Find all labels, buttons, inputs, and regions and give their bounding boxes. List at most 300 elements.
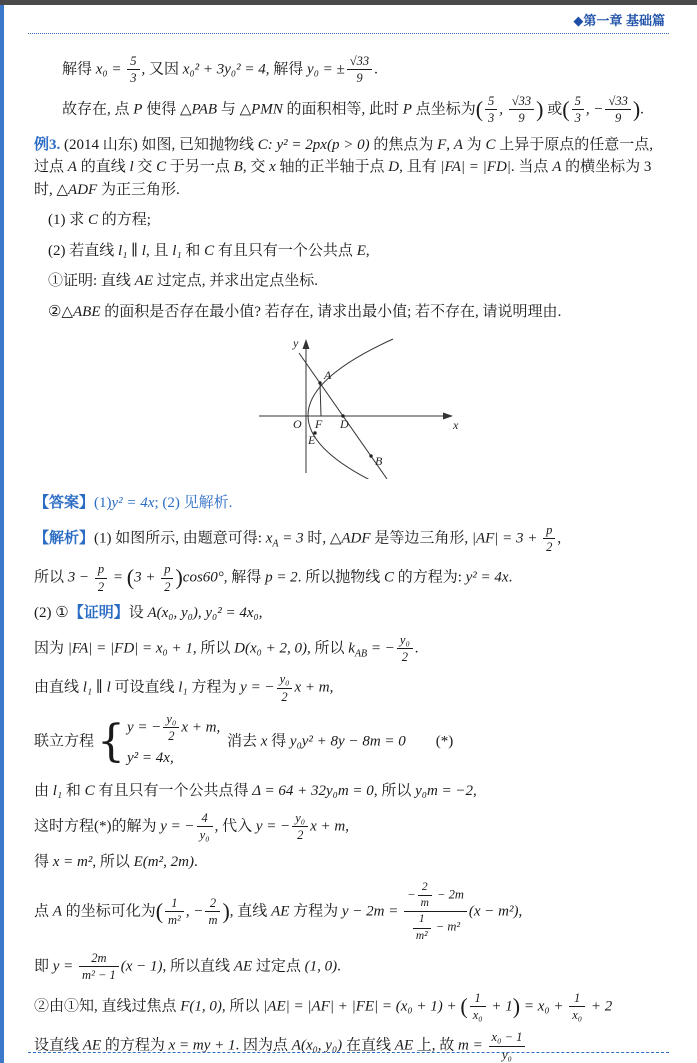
text-segment: C — [84, 783, 95, 800]
text-segment: 即 — [34, 958, 53, 975]
text-segment: E — [356, 242, 366, 259]
text-segment: x₀ − 1 — [491, 1030, 523, 1045]
text-segment: √33 — [608, 93, 628, 108]
text-segment: |AE| = |AF| + |FE| = (x₀ + 1) + — [263, 997, 461, 1014]
text-segment: y₀ — [399, 632, 410, 647]
text-segment: 为 — [462, 136, 486, 153]
point-B-dot — [369, 454, 372, 457]
chapter-header — [0, 10, 697, 29]
text-segment: ( — [562, 96, 570, 122]
text-segment: (1) — [94, 495, 112, 511]
text-segment: 和 — [181, 242, 205, 259]
text-segment: AE — [271, 903, 290, 920]
text-segment: 上, 故 — [413, 1037, 459, 1054]
text-segment: 2 — [297, 828, 304, 843]
text-segment: ) — [536, 96, 544, 122]
text-segment: y² = 4x — [465, 569, 509, 586]
text-segment: 3 — [488, 111, 495, 126]
point-A-dot — [318, 381, 321, 384]
prev-solution-line-1 — [62, 54, 667, 86]
text-segment: 使得 — [142, 101, 180, 118]
text-segment: , 所以 — [92, 853, 134, 870]
text-segment: 有且只有一个公共点 — [214, 242, 357, 259]
subscript: AB — [354, 647, 368, 659]
text-segment: 2 — [97, 579, 105, 594]
analysis-line-2 — [34, 562, 667, 594]
content-before-figure — [34, 54, 667, 323]
text-segment: m² — [415, 929, 428, 942]
text-segment: , 解得 — [265, 61, 308, 78]
text-segment: 5 — [574, 93, 581, 108]
text-segment: D(x₀ + 2, 0) — [234, 639, 307, 656]
text-segment: 2 — [546, 539, 553, 554]
question-1 — [48, 209, 667, 232]
fraction — [95, 562, 107, 594]
text-segment: , 且有 — [399, 159, 441, 175]
text-segment: E(m², 2m) — [133, 853, 194, 870]
text-segment: C — [383, 569, 394, 586]
text-segment: . — [414, 639, 419, 656]
text-segment: ( — [155, 898, 164, 924]
text-segment: , — [345, 818, 350, 835]
label-y: y — [292, 336, 298, 350]
text-segment: = x₀ + — [520, 997, 568, 1014]
text-segment: y₀ — [501, 1047, 512, 1062]
text-segment: 的焦点为 — [369, 136, 438, 153]
text-segment: AE — [233, 958, 253, 975]
text-segment: , — [365, 242, 370, 259]
text-segment: , 交 — [242, 159, 270, 175]
text-segment: m — [420, 897, 429, 910]
fraction — [485, 94, 497, 126]
text-segment: y² = 4x — [111, 495, 155, 511]
text-segment: 联立方程 — [34, 733, 95, 750]
text-segment: 3 + — [134, 569, 160, 586]
text-segment: 的直线 — [76, 159, 130, 175]
text-segment: C — [204, 242, 215, 259]
text-segment: 点坐标为 — [411, 101, 476, 118]
text-segment: . 所以抛物线 — [297, 569, 384, 586]
text-segment: 在直线 — [342, 1037, 395, 1054]
text-segment: A — [52, 903, 62, 920]
text-segment: (1) 如图所示, 由题意可得: — [94, 529, 266, 546]
label-O: O — [292, 417, 302, 431]
text-segment: , 解得 — [223, 569, 266, 586]
text-segment: x + m — [294, 679, 330, 696]
text-segment: (*) — [405, 733, 454, 750]
text-segment: △ABE — [61, 303, 101, 320]
text-segment: y = − — [160, 818, 195, 835]
analysis-line-13 — [34, 1030, 667, 1062]
text-segment: ② — [48, 303, 62, 320]
text-segment: . — [640, 101, 644, 118]
text-segment: x + m — [310, 818, 346, 835]
text-segment: , — [197, 605, 206, 621]
text-segment: ) — [222, 898, 230, 924]
text-segment: y₀ — [199, 828, 210, 843]
text-segment: 3 — [574, 111, 581, 126]
text-segment: x — [269, 159, 276, 175]
text-segment: 的方程为 — [101, 1037, 169, 1054]
text-segment: 【解析】 — [34, 529, 95, 546]
text-segment: . — [337, 958, 341, 975]
text-segment: A(x₀, y₀) — [147, 605, 198, 621]
text-segment: y₀y² + 8y − 8m = 0 — [289, 733, 406, 750]
text-segment: 的面积相等, 此时 — [282, 101, 403, 118]
text-segment: AE — [82, 1037, 102, 1054]
text-segment: 的方程为: — [393, 569, 466, 586]
fraction — [277, 672, 293, 704]
text-segment: 1 — [574, 990, 581, 1005]
text-segment: A — [67, 159, 77, 175]
text-segment: 这时方程(*)的解为 — [34, 818, 161, 835]
fraction — [470, 991, 486, 1023]
text-segment: x = my + 1 — [168, 1037, 236, 1054]
text-segment: 例3. — [34, 136, 61, 153]
text-segment: 为正三角形. — [97, 181, 180, 198]
fraction — [418, 881, 432, 910]
analysis-line-7 — [34, 780, 667, 803]
text-segment: (x − m²) — [468, 903, 519, 920]
text-segment: , — [557, 529, 562, 546]
text-segment: m = — [458, 1037, 487, 1054]
text-segment: P — [402, 101, 412, 118]
text-segment: ; (2) 见解析. — [154, 495, 233, 511]
text-segment: F(1, 0) — [180, 997, 222, 1014]
text-segment: 1 — [171, 896, 178, 911]
text-segment: C: y² = 2px(p > 0) — [257, 136, 370, 153]
fraction — [605, 94, 630, 126]
text-segment: |FA| = |FD| = x₀ + 1 — [67, 639, 193, 656]
text-segment: l₁ — [178, 679, 188, 696]
fraction — [413, 913, 431, 942]
text-segment: m² − 1 — [82, 968, 116, 983]
text-segment: = − — [367, 639, 395, 656]
analysis-line-9 — [34, 851, 667, 874]
text-segment: B — [233, 159, 243, 175]
fraction — [197, 811, 213, 843]
text-segment: l — [129, 159, 134, 175]
chapter-header-text: ◆第一章 基础篇 — [573, 13, 665, 28]
text-segment: 9 — [615, 111, 622, 126]
text-segment: 2 — [209, 896, 217, 911]
equation-system — [97, 712, 220, 772]
text-segment: 方程为 — [187, 679, 241, 696]
text-segment: A — [552, 159, 562, 175]
text-segment: 2 — [164, 579, 171, 594]
text-segment: C — [485, 136, 496, 153]
text-segment: 的坐标可化为 — [61, 903, 156, 920]
text-segment: 所以 — [34, 569, 68, 586]
text-segment: , 又因 — [141, 61, 183, 78]
text-segment: y = − — [240, 679, 275, 696]
text-segment: . 当点 — [510, 159, 553, 175]
analysis-line-12 — [34, 991, 667, 1023]
text-segment: ( — [475, 96, 484, 122]
text-segment: C — [88, 212, 99, 228]
text-segment: y − 2m = — [341, 903, 403, 920]
text-segment: 过定点 — [252, 958, 305, 975]
text-segment: A — [453, 136, 463, 153]
text-segment: − 2m — [433, 887, 464, 902]
fraction — [347, 54, 372, 86]
fraction — [404, 881, 467, 943]
text-segment: = — [109, 569, 127, 586]
text-segment: 解得 — [62, 61, 96, 78]
left-accent-bar — [0, 5, 4, 1063]
text-segment: 由直线 — [34, 679, 83, 696]
text-segment: ) — [632, 96, 641, 122]
fraction — [572, 94, 584, 126]
text-segment: p — [97, 562, 105, 577]
text-segment: , 所以 — [373, 783, 416, 800]
text-segment: y₀ — [295, 810, 306, 825]
text-segment: 与 — [217, 101, 240, 118]
text-segment: − m² — [432, 920, 461, 935]
text-segment: D — [388, 159, 400, 175]
text-segment: 设 — [128, 605, 148, 621]
text-segment: p — [546, 522, 553, 537]
text-segment: 由 — [34, 783, 53, 800]
text-segment: ( — [126, 564, 135, 590]
question-2-part2 — [48, 301, 667, 324]
segment-AF — [320, 383, 321, 416]
text-segment: , — [518, 903, 523, 920]
prev-solution-line-2 — [62, 94, 667, 126]
text-segment: 2 — [401, 649, 408, 664]
analysis-line-4 — [34, 633, 667, 665]
label-x: x — [452, 418, 458, 432]
label-F: F — [314, 417, 322, 431]
text-segment: (1, 0) — [304, 958, 338, 975]
text-segment: (2) ① — [34, 605, 69, 621]
y-axis-arrow — [302, 339, 309, 349]
text-segment: p — [164, 562, 171, 577]
text-segment: 可设直线 — [110, 679, 179, 696]
text-segment: = 3 — [278, 529, 304, 546]
analysis-line-5 — [34, 672, 667, 704]
text-segment: x = m² — [52, 853, 93, 870]
text-segment: △PMN — [239, 101, 283, 118]
fraction — [79, 951, 119, 983]
fraction — [161, 562, 173, 594]
text-segment: , — [258, 605, 263, 621]
text-segment: √33 — [349, 54, 370, 68]
label-B: B — [374, 454, 382, 468]
text-segment: ①证明: 直线 — [48, 273, 135, 289]
brace-icon: { — [97, 716, 126, 768]
analysis-line-1 — [34, 523, 667, 555]
text-segment: , 所以 — [192, 639, 235, 656]
text-segment: A(x₀, y₀) — [291, 1037, 343, 1054]
text-segment: y₀ — [166, 712, 177, 726]
text-segment: l₁ — [172, 242, 182, 259]
fraction — [509, 94, 534, 126]
text-segment: |FA| = |FD| — [440, 159, 511, 175]
analysis-line-6 — [34, 712, 667, 772]
text-segment: . — [508, 569, 513, 586]
analysis-line-10 — [34, 881, 667, 943]
text-segment: ②由①知, 直线过焦点 — [34, 997, 181, 1014]
text-segment: △PAB — [179, 101, 218, 118]
text-segment: + 1 — [487, 997, 513, 1014]
text-segment: l₁ ∥ l — [118, 242, 146, 259]
text-segment: y² = 4x, — [127, 749, 174, 766]
text-segment: 于另一点 — [166, 159, 234, 175]
text-segment: 过定点, 并求出定点坐标. — [153, 273, 319, 289]
text-segment: 因为 — [34, 639, 68, 656]
text-segment: 5 — [130, 54, 137, 68]
fraction — [543, 523, 555, 555]
text-segment: . 因为点 — [235, 1037, 292, 1054]
text-segment: (2014 山东) 如图, 已知抛物线 — [60, 136, 258, 153]
text-segment: m — [208, 913, 218, 928]
text-segment: (x − 1) — [120, 958, 163, 975]
text-segment: x₀ — [472, 1008, 483, 1022]
text-segment: (2) 若直线 — [48, 242, 118, 259]
text-segment: , 所以 — [306, 639, 349, 656]
question-2 — [48, 240, 667, 263]
text-segment: , 直线 — [229, 903, 272, 920]
text-segment: 1 — [474, 990, 481, 1005]
text-segment: △ADF — [329, 529, 371, 546]
text-segment: F — [437, 136, 447, 153]
fraction — [163, 712, 179, 744]
question-2-part1 — [48, 270, 667, 293]
text-segment: cos60° — [182, 569, 224, 586]
text-segment: , − — [185, 903, 204, 920]
text-segment: 【答案】 — [34, 495, 95, 511]
text-segment: 5 — [488, 93, 495, 108]
fraction — [292, 811, 308, 843]
subscript: A — [272, 537, 279, 549]
label-E: E — [307, 433, 315, 447]
text-segment: 2m — [91, 950, 107, 965]
text-segment: y = — [52, 958, 78, 975]
text-segment: Δ = 64 + 32y₀m = 0 — [252, 783, 374, 800]
text-segment: △ADF — [56, 181, 98, 198]
label-A: A — [323, 368, 331, 382]
text-segment: k — [348, 639, 355, 656]
text-segment: √33 — [511, 93, 532, 108]
text-segment: 3 − — [67, 569, 93, 586]
text-segment: 9 — [518, 111, 525, 126]
text-segment: 的横坐标为 3 时, — [34, 159, 652, 198]
text-segment: 交 — [133, 159, 157, 175]
answer-line — [34, 492, 667, 515]
text-segment: m² — [168, 913, 181, 928]
text-segment: y = − — [255, 818, 291, 835]
content-after-figure — [34, 492, 667, 1062]
text-segment: x + m, — [181, 719, 221, 736]
text-segment: 【证明】 — [68, 605, 129, 621]
text-segment: l₁ — [52, 783, 63, 800]
fraction — [165, 896, 184, 928]
text-segment: , — [473, 783, 477, 800]
text-segment: x — [260, 733, 268, 750]
analysis-line-3 — [34, 602, 667, 625]
text-segment: , — [329, 679, 334, 696]
text-segment: y₀ — [279, 672, 290, 687]
text-segment: , 所以直线 — [162, 958, 234, 975]
text-segment: 设直线 — [34, 1037, 83, 1054]
text-segment: , − — [585, 101, 604, 118]
fraction — [205, 896, 220, 928]
text-segment: 方程为 — [289, 903, 342, 920]
text-segment: . — [374, 61, 378, 78]
text-segment: , — [446, 136, 454, 153]
text-segment: x₀ — [572, 1008, 583, 1022]
text-segment: , — [499, 101, 507, 118]
text-segment: x — [265, 529, 273, 546]
text-segment: 是等边三角形, — [370, 529, 472, 546]
text-segment: AE — [134, 273, 153, 289]
text-segment: − — [407, 887, 416, 902]
text-segment: 2 — [421, 881, 428, 893]
text-segment: 得 — [267, 733, 290, 750]
text-segment: ) — [512, 992, 521, 1018]
fraction — [397, 633, 413, 665]
text-segment: , 所以 — [221, 997, 264, 1014]
analysis-line-11 — [34, 951, 667, 983]
text-segment: 轴的正半轴于点 — [275, 159, 389, 175]
text-segment: 4 — [201, 810, 208, 825]
fraction — [127, 54, 139, 86]
figure-container — [44, 331, 667, 484]
text-segment: 的面积是否存在最小值? 若存在, 请求出最小值; 若不存在, 请说明理由. — [100, 303, 562, 320]
text-segment: 得 — [34, 853, 53, 870]
text-segment: 点 — [34, 903, 53, 920]
text-segment: 的方程; — [98, 212, 151, 228]
text-segment: AE — [394, 1037, 414, 1054]
text-segment: 9 — [356, 71, 363, 86]
text-segment: x₀² + 3y₀² = 4 — [182, 61, 266, 78]
text-segment: 有且只有一个公共点得 — [94, 783, 253, 800]
text-segment: y = − — [127, 719, 162, 736]
text-segment: 消去 — [223, 733, 261, 750]
x-axis-arrow — [443, 413, 453, 420]
text-segment: , 且 — [145, 242, 173, 259]
text-segment: + 2 — [587, 997, 613, 1014]
text-segment: 3 — [130, 71, 137, 86]
text-segment: p = 2 — [265, 569, 298, 586]
text-segment: x₀ = — [95, 61, 126, 78]
top-strip — [0, 0, 697, 5]
text-segment: (1) 求 — [48, 212, 88, 228]
text-segment: 1 — [418, 913, 425, 926]
document-body — [0, 34, 697, 1062]
footer-dashed-rule — [28, 1052, 669, 1053]
text-segment: 2 — [168, 729, 175, 744]
label-D: D — [339, 417, 349, 431]
text-segment: l₁ ∥ l — [82, 679, 111, 696]
text-segment: 上异于原点的任意一点, 过点 — [34, 136, 653, 175]
text-segment: ( — [460, 992, 468, 1018]
text-segment: , 代入 — [214, 818, 256, 835]
text-segment: C — [156, 159, 167, 175]
text-segment: y₀² = 4x₀ — [205, 605, 259, 621]
fraction — [569, 991, 585, 1023]
analysis-line-8 — [34, 811, 667, 843]
text-segment: 故存在, 点 — [62, 101, 134, 118]
example3-statement — [34, 134, 667, 202]
text-segment: y₀m = −2 — [415, 783, 474, 800]
text-segment: |AF| = 3 + — [471, 529, 542, 546]
text-segment: . — [193, 853, 198, 870]
text-segment: 和 — [62, 783, 85, 800]
text-segment: 2 — [281, 689, 288, 704]
text-segment: 时, — [303, 529, 330, 546]
